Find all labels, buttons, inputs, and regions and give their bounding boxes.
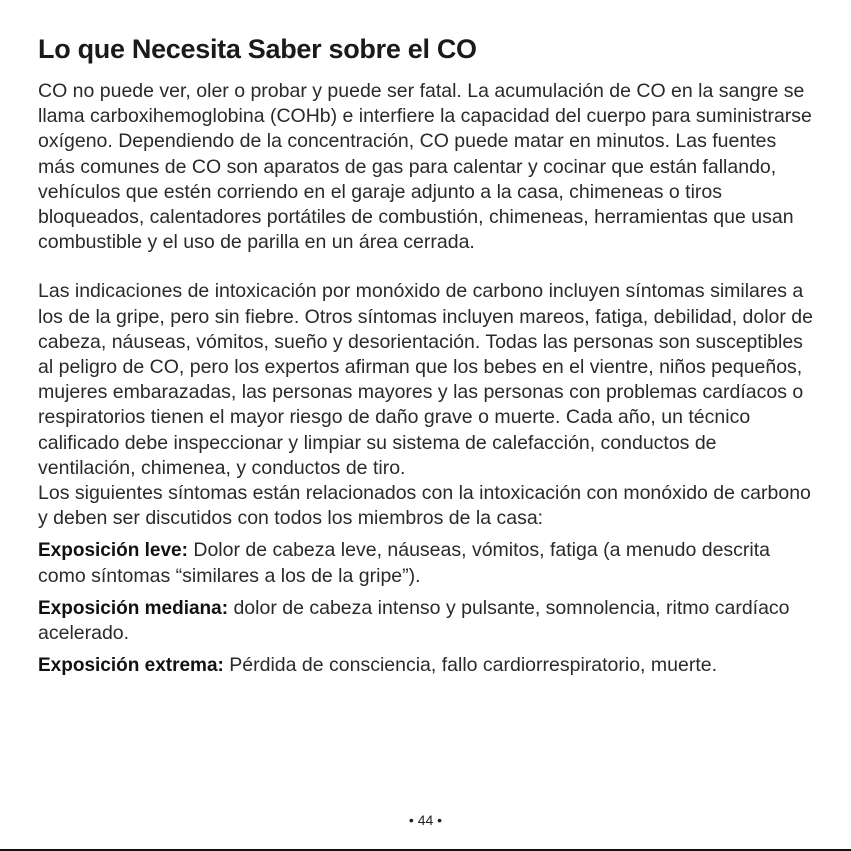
exposure-extreme-text: Pérdida de consciencia, fallo cardiorrespiratorio, muerte.	[223, 654, 717, 677]
exposure-medium	[38, 596, 816, 646]
exposure-extreme	[38, 653, 816, 678]
document-page	[38, 34, 816, 678]
exposure-mild-label: Exposición leve:	[38, 540, 188, 562]
exposure-medium-label: Exposición mediana:	[38, 597, 229, 619]
paragraph-symptoms-list-intro: Los siguientes síntomas están relacionados con la intoxicación con monóxido de carbono y deben ser discutidos con todos los miembros de la casa:	[38, 482, 811, 530]
exposure-medium-text: dolor de cabeza intenso y pulsante, somnolencia, ritmo cardíaco acelerado.	[38, 596, 790, 645]
paragraph-co-intro: CO no puede ver, oler o probar y puede ser fatal. La acumulación de CO en la sangre se llama carboxihemoglobina (COHb) e interfiere la capacidad del cuerpo para suministrarse oxígeno. Dependiendo de la concentración, CO puede matar en minutos. Las fuentes más comunes de CO son aparatos de gas para calentar y cocinar que están fallando, vehículos que estén corriendo en el garaje adjunto a la casa, chimeneas o tiros bloqueados, calentadores portátiles de combustión, chimeneas, herramientas que usan combustible y el uso de parilla en un área cerrada.	[38, 80, 812, 254]
paragraph-symptoms: Las indicaciones de intoxicación por monóxido de carbono incluyen síntomas similares a los de la gripe, pero sin fiebre. Otros síntomas incluyen mareos, fatiga, debilidad, dolor de cabeza, náuseas, vómitos, sueño y desorientación. Todas las personas son susceptibles al peligro de CO, pero los expertos afirman que los bebes en el vientre, niños pequeños, mujeres embarazadas, las personas mayores y las personas con problemas cardíacos o respiratorios tienen el mayor riesgo de daño grave o muerte. Cada año, un técnico calificado debe inspeccionar y limpiar su sistema de calefacción, conductos de ventilación, chimenea, y conductos de tiro.	[38, 280, 814, 479]
exposure-mild	[38, 538, 816, 588]
exposure-mild-text: Dolor de cabeza leve, náuseas, vómitos, fatiga (a menudo descrita como síntomas “similares a los de la gripe”).	[38, 539, 771, 587]
page-title: Lo que Necesita Saber sobre el CO	[38, 34, 477, 64]
paragraph-spacer	[38, 255, 816, 279]
exposure-extreme-label: Exposición extrema:	[38, 655, 224, 677]
page-number: • 44 •	[408, 812, 443, 828]
